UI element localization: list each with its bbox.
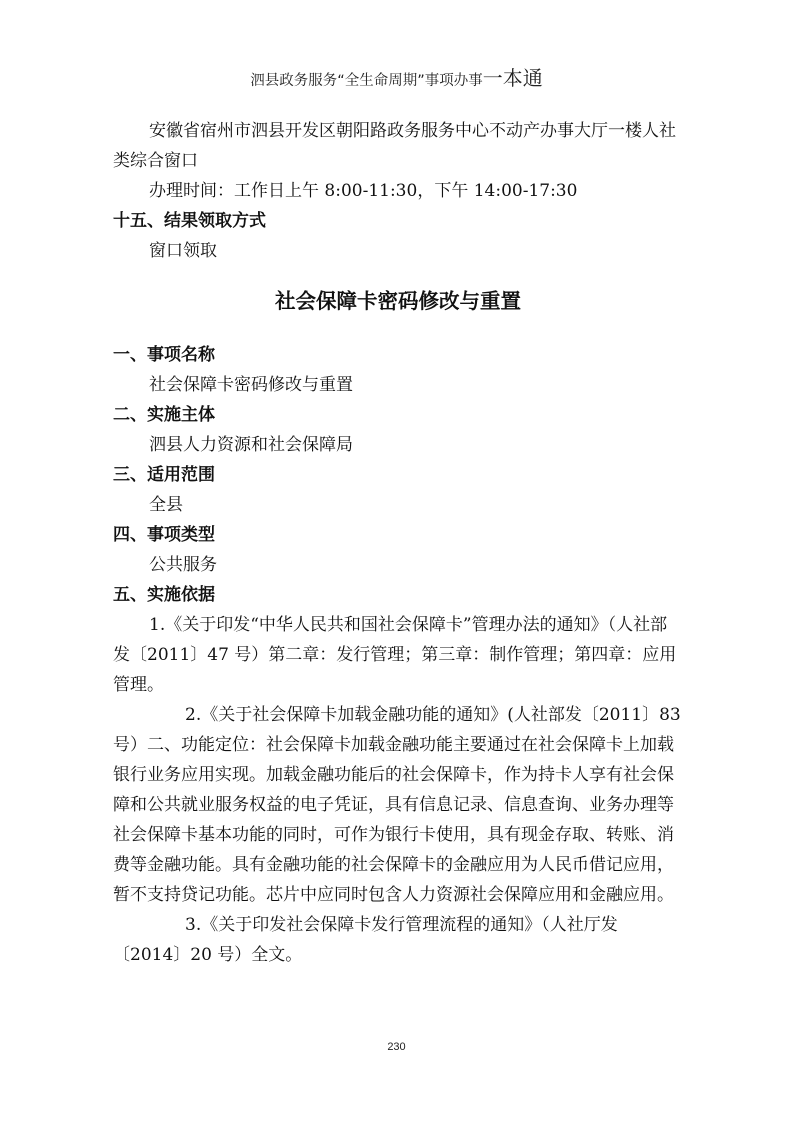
basis-item-2: 2.《关于社会保障卡加载金融功能的通知》(人社部发〔2011〕83 号）二、功能定位：社会保障卡加载金融功能主要通过在社会保障卡上加载银行业务应用实现。加载金融功能后的社会保障卡，作为持卡人享有社会保障和公共就业服务权益的电子凭证，具有信息记录、信息查询、业务办理等社会保障卡基本功能的同时，可作为银行卡使用，具有现金存取、转账、消费等金融功能。具有金融功能的社会保障卡的金融应用为人民币借记应用，暂不支持贷记功能。芯片中应同时包含人力资源社会保障应用和金融应用。 xyxy=(113,705,681,905)
section-3-heading: 三、适用范围 xyxy=(113,465,215,485)
hours-paragraph: 办理时间：工作日上午 8:00-11:30，下午 14:00-17:30 xyxy=(149,181,578,201)
section-1-heading: 一、事项名称 xyxy=(113,345,215,365)
basis-item-3: 3.《关于印发社会保障卡发行管理流程的通知》（人社厅发〔2014〕20 号）全文。 xyxy=(113,915,618,965)
document-title: 社会保障卡密码修改与重置 xyxy=(275,289,521,313)
section-15-heading: 十五、结果领取方式 xyxy=(113,211,266,231)
section-15-body: 窗口领取 xyxy=(149,241,217,261)
section-4-body: 公共服务 xyxy=(149,555,217,575)
basis-item-1: 1.《关于印发“中华人民共和国社会保障卡”管理办法的通知》（人社部发〔2011〕47 号）第二章：发行管理；第三章：制作管理；第四章：应用管理。 xyxy=(113,615,677,695)
section-1-body: 社会保障卡密码修改与重置 xyxy=(149,375,353,395)
page-number: 230 xyxy=(387,1041,406,1053)
document-body xyxy=(113,116,683,970)
section-2-heading: 二、实施主体 xyxy=(113,405,215,425)
section-5-heading: 五、实施依据 xyxy=(113,585,215,605)
address-paragraph: 安徽省宿州市泗县开发区朝阳路政务服务中心不动产办事大厅一楼人社类综合窗口 xyxy=(113,121,676,171)
page-header xyxy=(0,62,793,91)
header-emphasis: 一本通 xyxy=(482,66,543,90)
section-3-body: 全县 xyxy=(149,495,183,515)
section-2-body: 泗县人力资源和社会保障局 xyxy=(149,435,353,455)
section-4-heading: 四、事项类型 xyxy=(113,525,215,545)
header-text: 泗县政务服务“全生命周期”事项办事 xyxy=(250,73,483,89)
